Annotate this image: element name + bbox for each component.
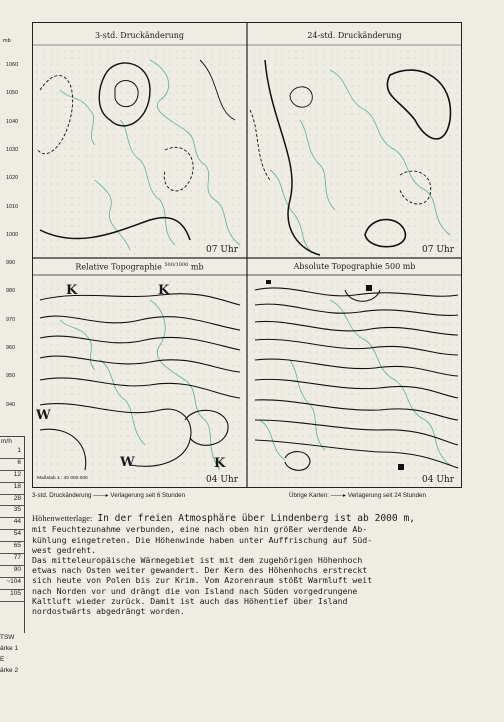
mark-k-2: K (158, 283, 170, 298)
side-table-header: m/h (1, 438, 12, 445)
scale-tick: 1050 (6, 90, 19, 97)
side-table-row: 90 (0, 566, 24, 578)
side-table-row: 65 (0, 542, 24, 554)
scale-tick: 1040 (6, 118, 19, 125)
side-table-row: 54 (0, 530, 24, 542)
scale-unit: mb (3, 38, 11, 44)
time-absolute: 04 Uhr (422, 475, 454, 485)
text-line: Kaltluft wieder zurück. Damit ist auch das Höhentief über Island (32, 595, 348, 606)
side-table-row: 12 (0, 471, 24, 483)
scale-tick: 1000 (6, 231, 19, 238)
scale-tick: 960 (6, 345, 16, 351)
side-table-row: 105 (0, 590, 24, 602)
panel-title-3std: 3-std. Druckänderung (94, 31, 185, 40)
side-table-row: 77 (0, 554, 24, 566)
panel-title-absolute: Absolute Topographie 500 mb (293, 262, 416, 271)
text-line: sich heute von Polen bis zur Krim. Vom Azorenraum stößt Warmluft weit (32, 575, 373, 586)
scale-tick: 980 (6, 288, 16, 295)
mark-k-3: K (214, 456, 226, 471)
scale-tick: 940 (6, 401, 16, 408)
mark-k-1: K (66, 283, 78, 298)
legend-left: 3-std. Druckänderung ——▸ Verlagerung seit 6 Stunden (32, 492, 186, 499)
side-table-footer-line: ärke 2 (0, 667, 19, 674)
text-line: kühlung eingetreten. Die Höhenwinde haben unter Auffrischung auf Süd- (32, 534, 373, 545)
relative-title-sup: 500/1000 (164, 262, 189, 268)
mark-w-2: W (120, 455, 135, 470)
side-table-row: 18 (0, 483, 24, 495)
scale-tick: 970 (6, 316, 16, 323)
mark-w-1: W (36, 408, 51, 423)
text-line: west gedreht. (32, 544, 97, 555)
time-24std: 07 Uhr (422, 245, 454, 255)
panel-title-relative (32, 262, 247, 272)
legend-right: Übrige Karten: ——▸ Verlagerung seit 24 Stunden (289, 492, 426, 499)
map-scale-note: Maßstab 1 : 40 000 000 (37, 476, 88, 481)
scale-tick: 1020 (6, 175, 19, 182)
side-table (0, 447, 24, 602)
text-heading: Höhenwetterlage: (32, 513, 93, 524)
side-table-row: 1 (0, 447, 24, 459)
text-line: Das mitteleuropäische Wärmegebiet ist mit dem zugehörigen Höhenhoch (32, 555, 363, 566)
text-line: nach Norden vor und drängt die von Island nach Süden vorgedrungene (32, 585, 358, 596)
relative-title-unit: mb (190, 262, 204, 272)
text-line-1: In der freien Atmosphäre über Lindenberg ist ab 2000 m, (97, 513, 416, 525)
side-table-row: 28 (0, 495, 24, 507)
side-table-row: 44 (0, 518, 24, 530)
side-table-footer-line: E (0, 656, 5, 663)
scale-tick: 1030 (6, 146, 19, 153)
side-table-footer-line: TSW (0, 634, 15, 641)
time-relative: 04 Uhr (206, 475, 238, 485)
relative-title-main: Relative Topographie (75, 262, 162, 272)
text-line: mit Feuchtezunahme verbunden, eine nach oben hin größer werdende Ab- (32, 524, 368, 535)
scale-tick: 1010 (6, 203, 19, 210)
side-table-row: ~104 (0, 578, 24, 590)
side-table-footer-line: ärke 1 (0, 645, 19, 652)
text-line: nordostwärts abgedrängt worden. (32, 606, 185, 617)
panel-title-24std: 24-std. Druckänderung (307, 31, 402, 40)
side-table-footer (0, 632, 18, 676)
time-3std: 07 Uhr (206, 245, 238, 255)
side-table-row: 6 (0, 459, 24, 471)
weather-text (32, 503, 472, 616)
scale-tick: 950 (6, 373, 16, 380)
scale-tick: 1060 (6, 62, 19, 68)
text-line: etwas nach Osten weiter gewandert. Der Kern des Höhenhochs erstreckt (32, 565, 368, 576)
scale-tick: 990 (6, 260, 16, 267)
side-table-row: 35 (0, 506, 24, 518)
